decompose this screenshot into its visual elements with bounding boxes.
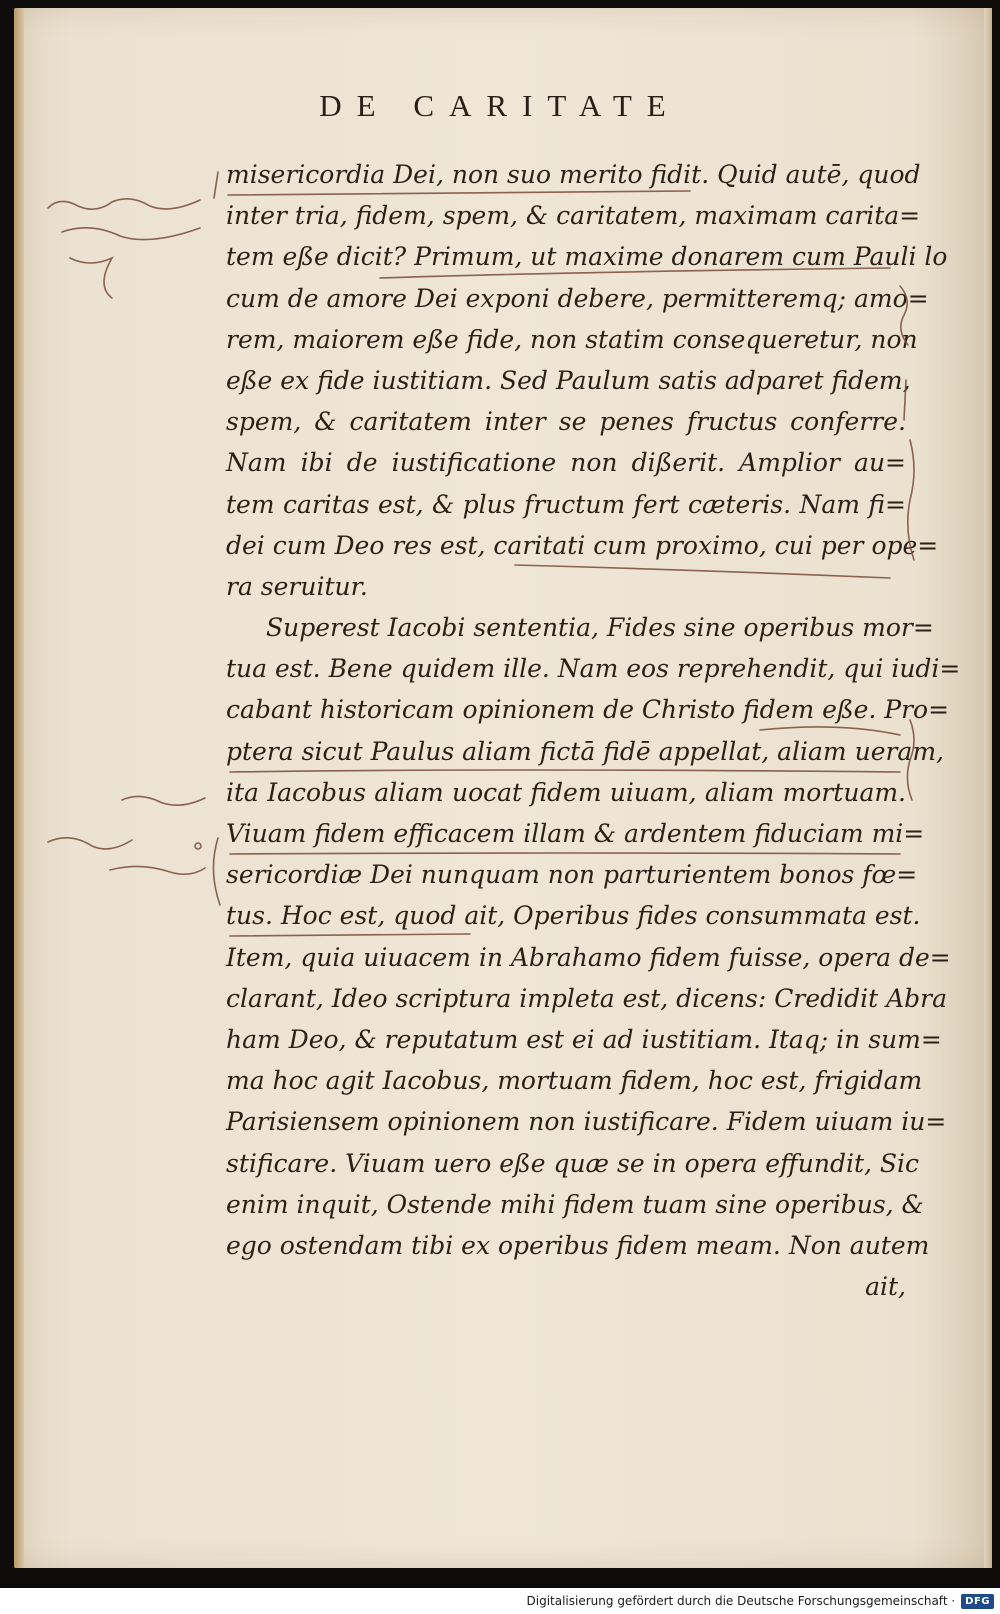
text-line: ego ostendam tibi ex operibus fidem meam. Non autem: [226, 1230, 930, 1260]
text-line: Item, quia uiuacem in Abrahamo fidem fuisse, opera de=: [226, 942, 951, 972]
text-line: ma hoc agit Iacobus, mortuam fidem, hoc est, frigidam: [226, 1066, 923, 1096]
text-line: spem, & caritatem inter se penes fructus conferre.: [226, 407, 906, 437]
catchword: ait,: [865, 1272, 906, 1302]
text-line: tus. Hoc est, quod ait, Operibus fides consummata est.: [226, 901, 921, 931]
body-text: [226, 154, 961, 1307]
text-line: ita Iacobus aliam uocat fidem uiuam, aliam mortuam.: [226, 777, 906, 807]
text-line: eße ex fide iustitiam. Sed Paulum satis adparet fidem,: [226, 365, 911, 395]
text-line: Parisiensem opinionem non iustificare. Fidem uiuam iu=: [226, 1107, 947, 1137]
page-binding-edge: [14, 8, 24, 1568]
text-line: clarant, Ideo scriptura impleta est, dicens: Credidit Abra: [226, 983, 948, 1013]
page-fore-edge: [984, 8, 992, 1568]
text-line: sericordiæ Dei nunquam non parturientem bonos fœ=: [226, 860, 918, 890]
text-line: stificare. Viuam uero eße quæ se in opera effundit, Sic: [226, 1148, 920, 1178]
running-head: DE CARITATE: [319, 88, 681, 123]
text-line: cum de amore Dei exponi debere, permitteremq; amo=: [226, 283, 929, 313]
text-line: dei cum Deo res est, caritati cum proximo, cui per ope=: [226, 530, 939, 560]
text-line: tem caritas est, & plus fructum fert cæteris. Nam fi=: [226, 489, 906, 519]
digitization-footer: [0, 1588, 1000, 1614]
text-line: tua est. Bene quidem ille. Nam eos reprehendit, qui iudi=: [226, 654, 961, 684]
text-line: ra seruitur.: [226, 571, 368, 601]
text-line: ptera sicut Paulus aliam fictā fidē appellat, aliam ueram,: [226, 736, 944, 766]
funding-credit: Digitalisierung gefördert durch die Deutsche Forschungsgemeinschaft ·: [526, 1594, 956, 1608]
text-line: Viuam fidem efficacem illam & ardentem fiduciam mi=: [226, 819, 925, 848]
dfg-logo: DFG: [961, 1594, 994, 1609]
text-line: Superest Iacobi sententia, Fides sine operibus mor=: [266, 613, 934, 643]
text-line: enim inquit, Ostende mihi fidem tuam sine operibus, &: [226, 1189, 924, 1219]
text-line: tem eße dicit? Primum, ut maxime donarem cum Pauli lo: [226, 242, 948, 272]
text-line: Nam ibi de iustificatione non dißerit. Amplior au=: [226, 448, 906, 478]
text-line: misericordia Dei, non suo merito fidit. Quid autē, quod: [226, 160, 921, 189]
text-line: cabant historicam opinionem de Christo fidem eße. Pro=: [226, 695, 950, 725]
text-line: inter tria, fidem, spem, & caritatem, maximam carita=: [226, 201, 921, 231]
text-line: ham Deo, & reputatum est ei ad iustitiam. Itaq; in sum=: [226, 1024, 942, 1054]
text-line: rem, maiorem eße fide, non statim consequeretur, non: [226, 324, 918, 354]
